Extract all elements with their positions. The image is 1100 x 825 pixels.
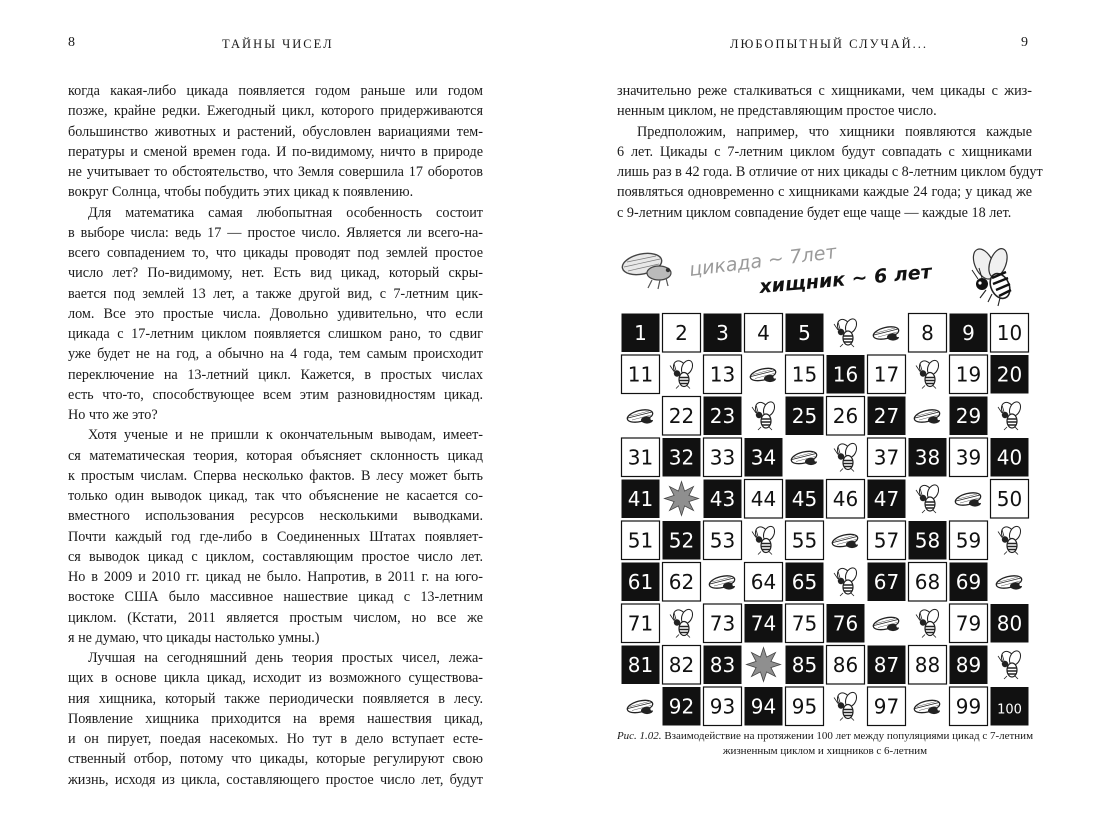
year-grid [622, 314, 1029, 726]
year-number: 68 [914, 569, 941, 594]
year-number: 32 [668, 445, 695, 470]
text-line: в выборе числа: ведь 17 — простое число. Является ли всего-на- [68, 224, 483, 241]
year-number: 46 [832, 486, 859, 511]
text-line: ственный отбор, потому что цикады, которые регулируют свою [68, 751, 483, 768]
predator-icon [834, 691, 859, 721]
year-cell [909, 438, 947, 477]
year-number: 80 [996, 611, 1023, 636]
text-line: вместного использования ресурсов несколькими выводками. [68, 508, 483, 525]
page-number: 9 [1021, 35, 1028, 50]
year-cell [786, 397, 824, 436]
year-cell [786, 355, 824, 394]
year-number: 85 [791, 652, 818, 677]
year-number: 50 [996, 486, 1023, 511]
text-line: востоке США было массивное нашествие цикад с 13-летним [68, 589, 483, 606]
year-cell [827, 646, 865, 685]
year-number: 38 [914, 445, 941, 470]
year-cell [950, 563, 988, 602]
year-cell [950, 521, 988, 560]
year-number: 29 [955, 403, 982, 428]
year-number: 26 [832, 403, 859, 428]
year-cell [745, 563, 783, 602]
year-cell [622, 604, 660, 643]
text-line: Предположим, например, что хищники появляются каждые [637, 123, 1032, 140]
year-cell [950, 355, 988, 394]
year-cell [704, 646, 742, 685]
year-cell [704, 521, 742, 560]
year-number: 31 [627, 445, 654, 470]
year-number: 13 [709, 362, 736, 387]
text-line: ненным циклом, не представляющим простое число. [617, 103, 937, 120]
year-cell [991, 438, 1029, 477]
text-line: позже, крайне редки. Ежегодный цикл, которого придерживаются [68, 103, 483, 120]
year-number: 55 [791, 528, 818, 553]
predator-icon [752, 400, 777, 430]
year-cell [786, 604, 824, 643]
text-line: Но что же это? [68, 407, 158, 423]
legend-predator-label: хищник ~ 6 лет [758, 261, 933, 298]
year-number: 92 [668, 694, 695, 719]
year-number: 1 [634, 320, 647, 345]
running-head: ТАЙНЫ ЧИСЕЛ [222, 37, 334, 51]
text-line: Лучшая на сегодняшний день теория простых чисел, лежа- [88, 650, 483, 666]
year-number: 10 [996, 320, 1023, 345]
year-cell [622, 355, 660, 394]
year-cell [909, 521, 947, 560]
year-number: 93 [709, 694, 736, 719]
text-line: я не думаю, что цикады настолько умны.) [68, 629, 320, 646]
year-number: 95 [791, 694, 818, 719]
year-number: 69 [955, 569, 982, 594]
clash-burst-icon [665, 482, 699, 516]
year-number: 17 [873, 362, 900, 387]
year-number: 86 [832, 652, 859, 677]
clash-burst-icon [747, 648, 781, 682]
year-number: 59 [955, 528, 982, 553]
year-number: 71 [627, 611, 654, 636]
year-cell [622, 646, 660, 685]
year-number: 5 [798, 320, 811, 345]
year-cell [786, 521, 824, 560]
caption-label: Рис. 1.02. [616, 730, 662, 742]
year-cell [991, 480, 1029, 519]
text-line: вокруг Солнца, чтобы побудить этих цикад к появлению. [68, 184, 414, 201]
year-cell [786, 480, 824, 519]
year-number: 67 [873, 569, 900, 594]
cicada-icon [954, 491, 982, 508]
year-cell [704, 604, 742, 643]
year-cell [663, 397, 701, 436]
text-line: значительно реже сталкиваться с хищниками, чем цикады с жиз- [617, 83, 1032, 99]
year-number: 11 [627, 362, 654, 387]
year-cell [991, 604, 1029, 643]
year-cell [950, 646, 988, 685]
year-cell [663, 563, 701, 602]
year-number: 94 [750, 694, 777, 719]
year-number: 61 [627, 569, 654, 594]
year-number: 25 [791, 403, 818, 428]
year-cell [704, 438, 742, 477]
cicada-icon [626, 698, 654, 715]
year-cell [909, 563, 947, 602]
cicada-icon [708, 574, 736, 591]
year-cell [622, 521, 660, 560]
year-cell [786, 563, 824, 602]
year-number: 64 [750, 569, 777, 594]
predator-icon [916, 608, 941, 638]
page-number: 8 [68, 35, 75, 50]
year-number: 58 [914, 528, 941, 553]
year-number: 22 [668, 403, 695, 428]
year-cell [786, 646, 824, 685]
year-cell [663, 314, 701, 353]
year-number: 37 [873, 445, 900, 470]
year-number: 74 [750, 611, 777, 636]
year-cell [663, 521, 701, 560]
year-number: 47 [873, 486, 900, 511]
year-cell [622, 480, 660, 519]
legend [620, 241, 1013, 306]
year-cell [827, 355, 865, 394]
year-number: 100 [997, 702, 1022, 718]
year-number: 62 [668, 569, 695, 594]
text-line: и он пирует, поедая насекомых. Но тут в дело вступает есте- [68, 731, 483, 747]
year-number: 51 [627, 528, 654, 553]
year-cell [786, 314, 824, 353]
year-number: 20 [996, 362, 1023, 387]
year-number: 39 [955, 445, 982, 470]
predator-icon [834, 566, 859, 596]
year-cell [868, 646, 906, 685]
cicada-icon [995, 574, 1023, 591]
year-number: 76 [832, 611, 859, 636]
year-number: 2 [675, 320, 688, 345]
year-number: 27 [873, 403, 900, 428]
year-cell [909, 646, 947, 685]
text-line: уже будет не на год, а обычно на 4 года, тем самым происходит [68, 346, 483, 363]
year-cell [786, 687, 824, 726]
year-number: 87 [873, 652, 900, 677]
text-line: 6 лет. Цикады с 7-летним циклом будут совпадать с хищниками [617, 143, 1032, 160]
year-number: 57 [873, 528, 900, 553]
year-number: 40 [996, 445, 1023, 470]
caption-text: Взаимодействие на протяжении 100 лет между популяциями цикад с 7-летним жизненным циклом и хищников с 6-летним [664, 730, 1034, 757]
year-number: 44 [750, 486, 777, 511]
year-cell [704, 314, 742, 353]
right-body-text [617, 81, 1043, 223]
text-line: с 9-летним циклом совпадение будет еще чаще — каждые 18 лет. [617, 204, 1012, 221]
year-number: 4 [757, 320, 770, 345]
year-cell [663, 646, 701, 685]
text-line: Почти каждый год где-либо в Соединенных Штатах появляет- [68, 528, 483, 545]
year-number: 73 [709, 611, 736, 636]
year-cell [622, 314, 660, 353]
text-line: Но в 2009 и 2010 гг. цикад не было. Напротив, в 2011 г. на юго- [68, 569, 483, 585]
year-cell [827, 604, 865, 643]
text-line: жизнь, исходя из цикла, составляющего простое число лет, будут [68, 771, 483, 788]
text-line: пературы и сменой времен года. И по-видимому, ничто в природе [68, 143, 483, 160]
year-number: 41 [627, 486, 654, 511]
legend-cicada-icon [620, 250, 671, 289]
year-number: 88 [914, 652, 941, 677]
year-cell [950, 314, 988, 353]
text-line: есть что-то, способствующее всем этим разновидностям цикад. [68, 386, 483, 403]
year-cell [868, 521, 906, 560]
text-line: щих в основе цикла цикад, исходит из возможного существова- [68, 670, 483, 687]
year-cell [622, 563, 660, 602]
year-cell [950, 604, 988, 643]
year-cell [663, 687, 701, 726]
year-number: 75 [791, 611, 818, 636]
hundred-year-grid-illustration [620, 232, 1030, 727]
year-cell [868, 355, 906, 394]
year-number: 19 [955, 362, 982, 387]
year-cell [622, 438, 660, 477]
year-number: 53 [709, 528, 736, 553]
year-number: 34 [750, 445, 777, 470]
cicada-icon [913, 698, 941, 715]
year-cell [745, 438, 783, 477]
text-line: всего совпадением то, что цикады проводят под землей простое [68, 245, 483, 261]
year-number: 3 [716, 320, 729, 345]
text-line: когда какая-либо цикада появляется годом раньше или годом [68, 83, 483, 99]
year-number: 15 [791, 362, 818, 387]
predator-icon [670, 359, 695, 389]
cicada-icon [872, 325, 900, 342]
year-number: 9 [962, 320, 975, 345]
year-cell [868, 438, 906, 477]
year-number: 83 [709, 652, 736, 677]
text-line: лом. Все это простые числа. Довольно удивительно, что если [68, 305, 483, 322]
year-cell [745, 480, 783, 519]
year-cell [704, 687, 742, 726]
year-cell [827, 480, 865, 519]
year-number: 65 [791, 569, 818, 594]
cicada-icon [831, 532, 859, 549]
year-number: 99 [955, 694, 982, 719]
year-number: 97 [873, 694, 900, 719]
year-cell [868, 397, 906, 436]
text-line: Для математика самая любопытная особенность состоит [88, 204, 483, 221]
predator-icon [752, 525, 777, 555]
year-cell [950, 397, 988, 436]
year-cell [868, 687, 906, 726]
year-number: 16 [832, 362, 859, 387]
cicada-icon [790, 449, 818, 466]
cicada-icon [872, 615, 900, 632]
year-cell [704, 480, 742, 519]
predator-icon [998, 649, 1023, 679]
year-number: 45 [791, 486, 818, 511]
year-number: 52 [668, 528, 695, 553]
year-cell [704, 397, 742, 436]
cicada-icon [626, 408, 654, 425]
year-number: 43 [709, 486, 736, 511]
year-cell [745, 687, 783, 726]
predator-icon [998, 400, 1023, 430]
year-cell [745, 314, 783, 353]
year-number: 8 [921, 320, 934, 345]
cicada-icon [749, 366, 777, 383]
text-line: Хотя ученые и не пришли к окончательным выводам, имеет- [88, 427, 483, 444]
text-line: цикада с 17-летним циклом появляется слишком рано, то сдвиг [68, 326, 483, 342]
text-line: большинство животных и растений, обусловлен вариациями тем- [68, 123, 483, 140]
text-line: ся выводок цикад с циклом, составляющим простое число лет. [68, 548, 483, 565]
running-head: ЛЮБОПЫТНЫЙ СЛУЧАЙ... [730, 37, 928, 51]
predator-icon [916, 359, 941, 389]
year-cell [991, 355, 1029, 394]
year-cell [745, 604, 783, 643]
text-line: лишь раз в 42 года. В отличие от них цикады с 8-летним циклом будут [617, 164, 1043, 180]
cicada-icon [913, 408, 941, 425]
text-line: не учитывает то обстоятельство, что Земля совершила 17 оборотов [68, 164, 483, 180]
year-number: 89 [955, 652, 982, 677]
text-line: появляться одновременно с хищниками каждые 24 года; у цикад же [617, 184, 1032, 201]
figure-caption [600, 729, 1050, 759]
left-body-text [68, 81, 483, 790]
text-line: вается под землей 13 лет, а также другой вид, с 7-летним цик- [68, 285, 483, 302]
text-line: переключение на 13-летний цикл. Кажется, в простых числах [68, 366, 483, 383]
text-line: только один выводок цикад, так что объяснение не касается со- [68, 488, 483, 504]
year-cell [950, 687, 988, 726]
year-cell [909, 314, 947, 353]
text-line: число лет? По-видимому, нет. Есть вид цикад, который скры- [68, 265, 483, 282]
year-number: 82 [668, 652, 695, 677]
year-cell [868, 480, 906, 519]
predator-icon [670, 608, 695, 638]
predator-icon [998, 525, 1023, 555]
cicada-predator-figure [620, 232, 1030, 727]
year-cell [950, 438, 988, 477]
year-number: 33 [709, 445, 736, 470]
legend-cicada-label: цикада ~ 7лет [687, 241, 838, 281]
year-cell [704, 355, 742, 394]
text-line: ся математическая теория, которая объясняет склонность цикад [68, 447, 483, 464]
text-line: Появление хищника приходится на время нашествия цикад, [68, 710, 483, 727]
year-cell [991, 687, 1029, 726]
year-cell [827, 397, 865, 436]
predator-icon [834, 442, 859, 472]
year-number: 79 [955, 611, 982, 636]
year-cell [663, 438, 701, 477]
year-cell [991, 314, 1029, 353]
year-number: 23 [709, 403, 736, 428]
text-line: циклом. (Кстати, 2011 является простым числом, но все же [68, 609, 483, 626]
text-line: ния хищника, который также периодически появляется в лесу. [68, 690, 483, 707]
predator-icon [916, 483, 941, 513]
predator-icon [834, 317, 859, 347]
year-cell [868, 563, 906, 602]
legend-predator-icon [969, 246, 1014, 306]
year-number: 81 [627, 652, 654, 677]
text-line: к простым числам. Сперва несколько фактов. В лесу может быть [68, 467, 483, 484]
